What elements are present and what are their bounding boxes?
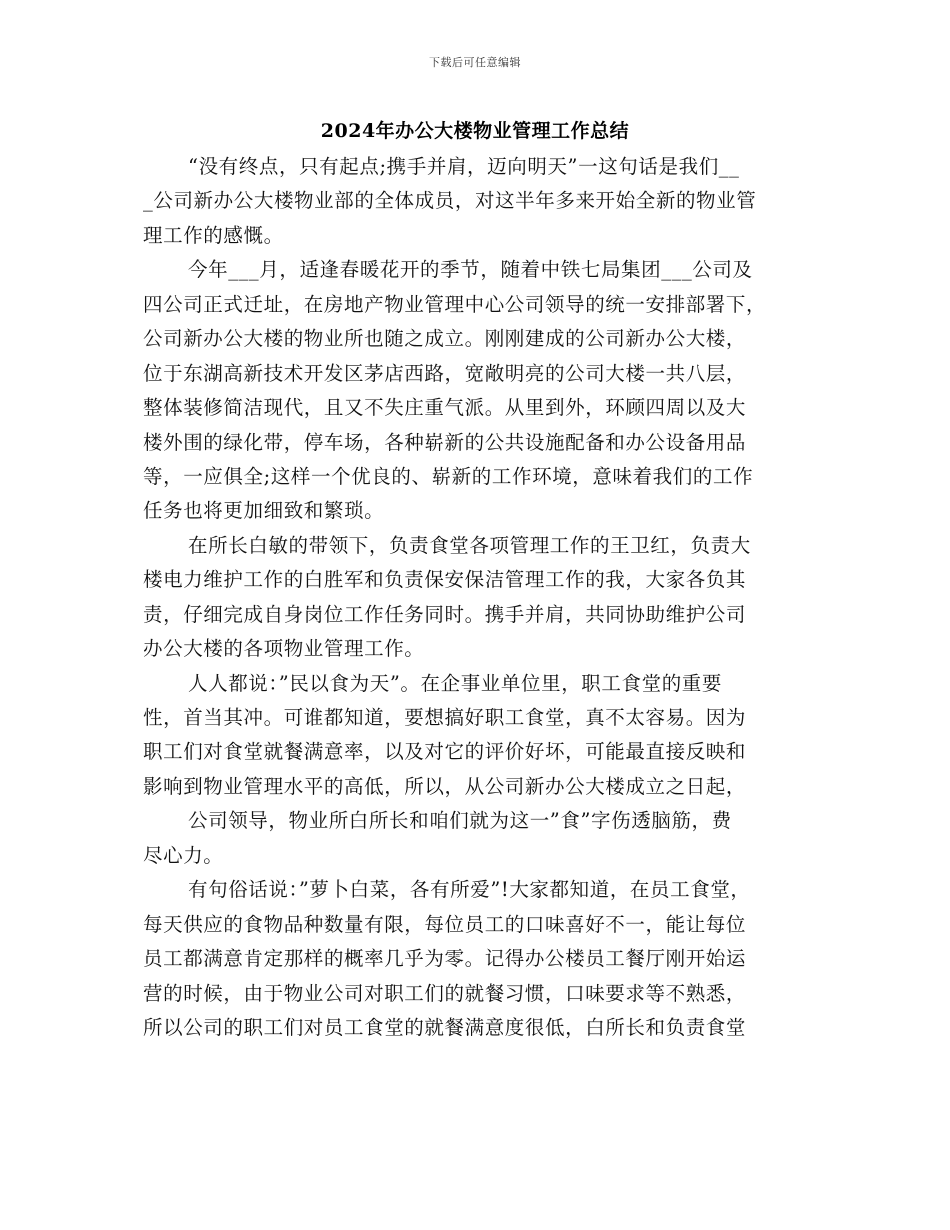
document-title: 2024年办公大楼物业管理工作总结 [320,120,630,142]
paragraph [143,804,811,873]
paragraph [143,529,811,667]
paragraph-line: 位于东湖高新技术开发区茅店西路，宽敞明亮的公司大楼一共八层， [143,361,747,385]
header-note: 下载后可任意编辑 [429,56,521,69]
paragraph-line: 办公大楼的各项物业管理工作。 [143,637,425,661]
paragraph [143,873,811,1045]
paragraph-line: 公司领导，物业所白所长和咱们就为这一”食”字伤透脑筋，费 [188,809,732,833]
paragraph-line: 尽心力。 [143,843,224,867]
paragraph-line: 理工作的感慨。 [143,223,284,247]
paragraph-line: 今年___月，适逢春暖花开的季节，随着中铁七局集团___公司及 [188,258,753,282]
paragraph-line: 职工们对食堂就餐满意率，以及对它的评价好坏，可能最直接反映和 [143,740,747,764]
document-body [143,150,811,1045]
paragraph [143,667,811,805]
paragraph-line: 任务也将更加细致和繁琐。 [143,499,385,523]
paragraph-line: 人人都说：”民以食为天”。在企事业单位里，职工食堂的重要 [188,671,722,695]
paragraph-line: “没有终点，只有起点;携手并肩，迈向明天”一这句话是我们__ [188,155,740,178]
paragraph-line: 四公司正式迁址，在房地产物业管理中心公司领导的统一安排部署下， [143,292,767,316]
paragraph-line: _公司新办公大楼物业部的全体成员，对这半年多来开始全新的物业管 [143,189,757,213]
paragraph-line: 所以公司的职工们对员工食堂的就餐满意度很低，白所长和负责食堂 [143,1015,747,1039]
paragraph-line: 整体装修简洁现代，且又不失庄重气派。从里到外，环顾四周以及大 [143,396,747,420]
paragraph-line: 性，首当其冲。可谁都知道，要想搞好职工食堂，真不太容易。因为 [143,706,747,729]
paragraph-line: 楼外围的绿化带，停车场，各种崭新的公共设施配备和办公设备用品 [143,430,747,454]
paragraph-line: 等，一应俱全;这样一个优良的、崭新的工作环境，意味着我们的工作 [143,464,754,488]
paragraph-line: 员工都满意肯定那样的概率几乎为零。记得办公楼员工餐厅刚开始运 [143,947,747,971]
paragraph-line: 影响到物业管理水平的高低，所以，从公司新办公大楼成立之日起， [143,774,747,798]
paragraph-line: 责，仔细完成自身岗位工作任务同时。携手并肩，共同协助维护公司 [143,602,747,626]
paragraph-line: 每天供应的食物品种数量有限，每位员工的口味喜好不一，能让每位 [143,912,747,936]
paragraph-line: 楼电力维护工作的白胜军和负责保安保洁管理工作的我，大家各负其 [143,568,747,592]
paragraph-line: 有句俗话说：”萝卜白菜，各有所爱”!大家都知道，在员工食堂， [188,878,751,902]
paragraph [143,253,811,529]
paragraph-line: 在所长白敏的带领下，负责食堂各项管理工作的王卫红，负责大 [188,533,751,557]
paragraph-line: 营的时候，由于物业公司对职工们的就餐习惯，口味要求等不熟悉， [143,981,747,1005]
paragraph-line: 公司新办公大楼的物业所也随之成立。刚刚建成的公司新办公大楼， [143,327,747,351]
paragraph [143,150,811,253]
